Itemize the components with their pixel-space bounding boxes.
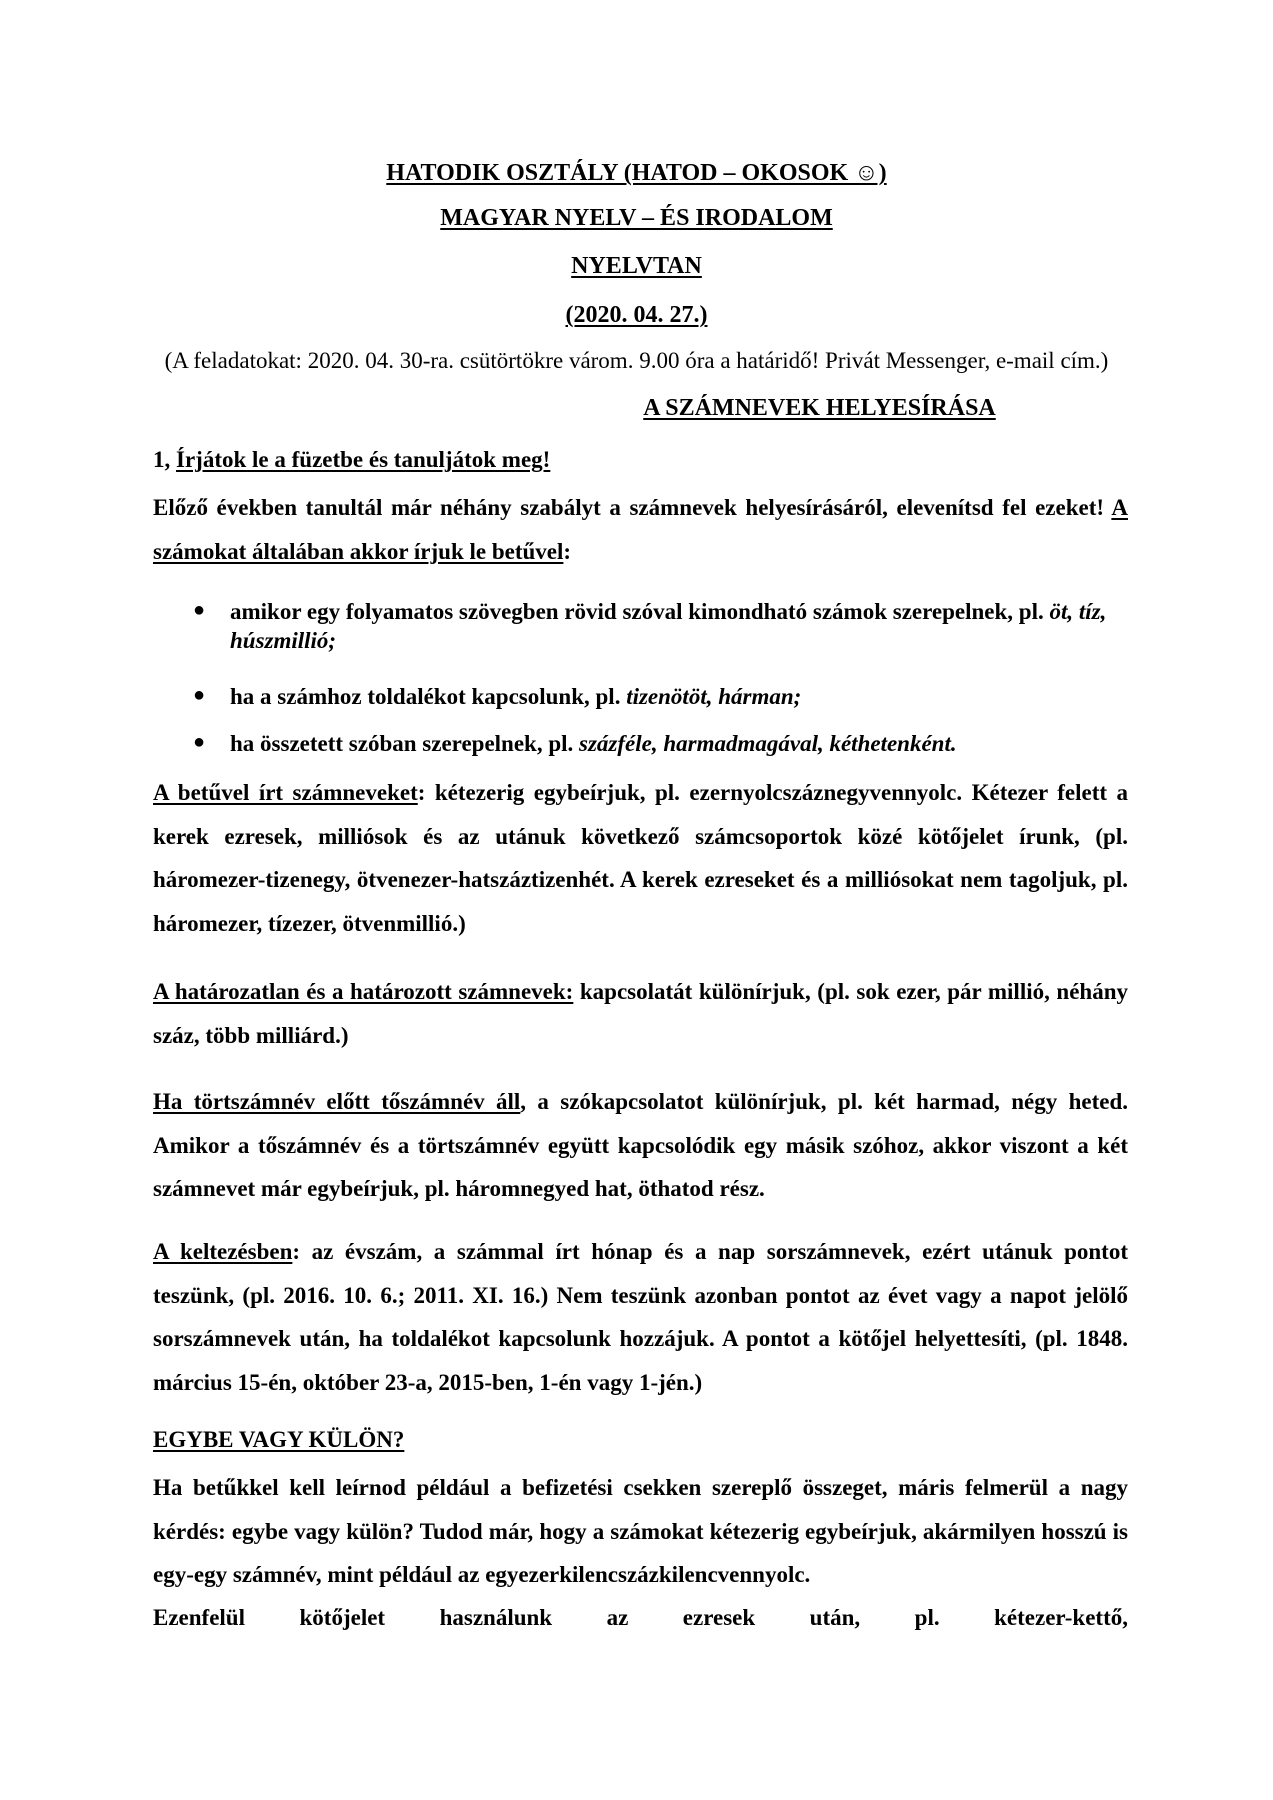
- title-topic-area: NYELVTAN: [571, 253, 702, 279]
- bullet-item: amikor egy folyamatos szövegben rövid szóval kimondható számok szerepelnek, pl. öt, tíz, húszmillió;: [230, 599, 1107, 653]
- rule-written-numbers: A betűvel írt számneveket: kétezerig egybeírjuk, pl. ezernyolcszáznegyvennyolc. Kétezer felett a kerek ezresek, milliósok és az utánuk következő számcsoportok közé kötőjelet írunk, (pl. háromezer-tizenegy, ötvenezer-hatszáztizenhét. A kerek ezreseket és a milliósokat nem tagoljuk, pl. háromezer, tízezer, ötvenmillió.): [153, 780, 1128, 936]
- bullet-item: ha összetett szóban szerepelnek, pl. százféle, harmadmagával, kéthetenként.: [230, 731, 957, 756]
- section-2-paragraph: Ha betűkkel kell leírnod például a befizetési csekken szereplő összeget, máris felmerül a nagy kérdés: egybe vagy külön? Tudod már, hogy a számokat kétezerig egybeírjuk, akármilyen hosszú is egy-egy számnév, mint például az egyezerkilencszázkilencvennyolc.: [153, 1475, 1128, 1587]
- rule-dates: A keltezésben: az évszám, a számmal írt hónap és a nap sorszámnevek, ezért utánuk pontot teszünk, (pl. 2016. 10. 6.; 2011. XI. 16.) Nem teszünk azonban pontot az évet vagy a napot jelölő sorszámnevek után, ha toldalékot kapcsolunk hozzájuk. A pontot a kötőjel helyettesíti, (pl. 1848. március 15-én, október 23-a, 2015-ben, 1-én vagy 1-jén.): [153, 1239, 1128, 1395]
- section-heading-egybe-vagy-kulon: EGYBE VAGY KÜLÖN?: [153, 1427, 405, 1452]
- task-1: 1, Írjátok le a füzetbe és tanuljátok meg!: [153, 447, 551, 472]
- bullet-dot-icon: ●: [193, 599, 206, 621]
- title-date: (2020. 04. 27.): [565, 302, 708, 328]
- lesson-heading: A SZÁMNEVEK HELYESÍRÁSA: [643, 395, 996, 421]
- intro-paragraph: Előző években tanultál már néhány szabályt a számnevek helyesírásáról, elevenítsd fel ezeket! A számokat általában akkor írjuk le betűvel:: [153, 495, 1128, 564]
- task-instruction: Írjátok le a füzetbe és tanuljátok meg!: [176, 447, 551, 472]
- title-subject: MAGYAR NYELV – ÉS IRODALOM: [440, 205, 833, 231]
- rule-fractions: Ha törtszámnév előtt tőszámnév áll, a szókapcsolatot különírjuk, pl. két harmad, négy heted. Amikor a tőszámnév és a törtszámnév együtt kapcsolódik egy másik szóhoz, akkor viszont a két számnevet már egybeírjuk, pl. háromnegyed hat, öthatod rész.: [153, 1089, 1128, 1201]
- title-class: HATODIK OSZTÁLY (HATOD – OKOSOK ☺): [386, 160, 887, 186]
- bullet-dot-icon: ●: [193, 731, 206, 753]
- section-2-last-line: Ezenfelül kötőjelet használunk az ezresek után, pl. kétezer-kettő,: [153, 1605, 1128, 1630]
- deadline-note: (A feladatokat: 2020. 04. 30-ra. csütörtökre várom. 9.00 óra a határidő! Privát Messenger, e-mail cím.): [164, 348, 1109, 373]
- rule-indefinite-definite: A határozatlan és a határozott számnevek: kapcsolatát különírjuk, (pl. sok ezer, pár millió, néhány száz, több milliárd.): [153, 979, 1128, 1048]
- bullet-dot-icon: ●: [193, 684, 206, 706]
- bullet-item: ha a számhoz toldalékot kapcsolunk, pl. tizenötöt, hárman;: [230, 684, 802, 709]
